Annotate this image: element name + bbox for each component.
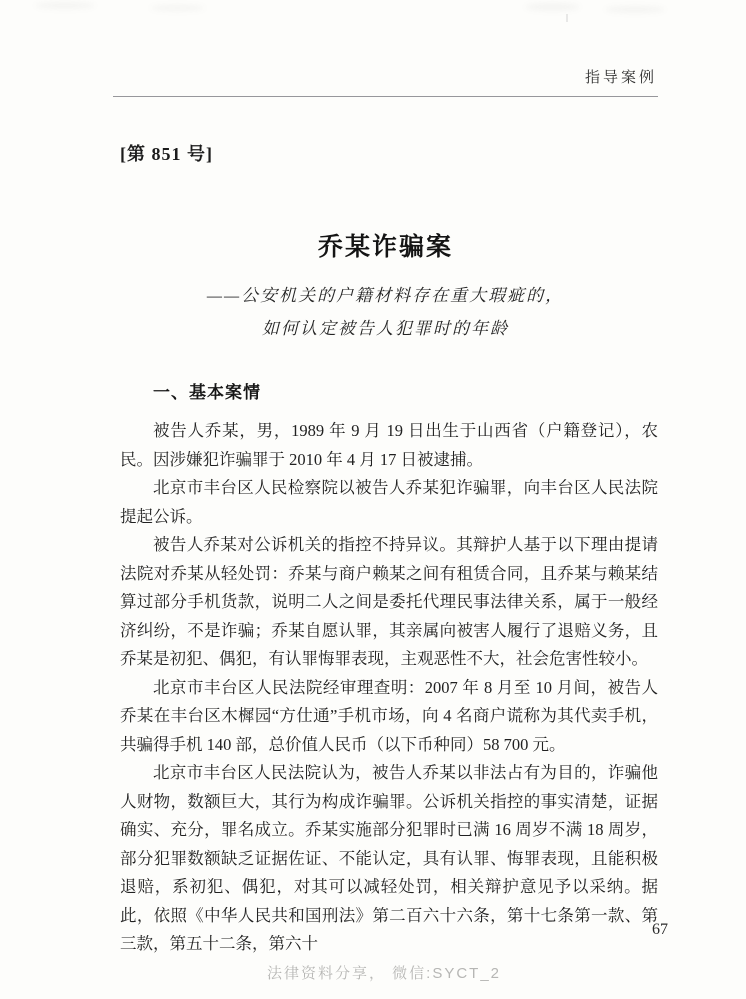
scan-artifact	[35, 2, 95, 9]
case-subtitle-line-1: ——公安机关的户籍材料存在重大瑕疵的，	[206, 286, 565, 305]
page-number: 67	[652, 921, 668, 938]
paragraph-prosecution: 北京市丰台区人民检察院以被告人乔某犯诈骗罪，向丰台区人民法院提起公诉。	[120, 478, 658, 526]
case-subtitle-line-2: 如何认定被告人犯罪时的年龄	[262, 319, 509, 338]
paragraph-court-findings: 北京市丰台区人民法院经审理查明：2007 年 8 月至 10 月间，被告人乔某在丰台区木樨园“方仕通”手机市场，向 4 名商户谎称为其代卖手机，共骗得手机 140 部，总价值人民币（以下币种同）58 700 元。	[120, 677, 658, 754]
article-body	[120, 417, 658, 959]
scan-artifact	[566, 14, 568, 22]
paragraph-defendant-info: 被告人乔某，男，1989 年 9 月 19 日出生于山西省（户籍登记），农民。因涉嫌犯诈骗罪于 2010 年 4 月 17 日被逮捕。	[120, 421, 658, 469]
section-heading-basic-facts: 一、基本案情	[153, 383, 261, 402]
scan-artifact	[525, 3, 580, 11]
watermark: 法律资料分享， 微信:SYCT_2	[266, 965, 502, 982]
case-number: [第 851 号]	[120, 144, 213, 164]
running-header	[113, 66, 657, 87]
case-title: 乔某诈骗案	[317, 234, 453, 261]
running-header-label: 指导案例	[584, 70, 657, 86]
paragraph-defense-opinion: 被告人乔某对公诉机关的指控不持异议。其辩护人基于以下理由提请法院对乔某从轻处罚：乔某与商户赖某之间有租赁合同，且乔某与赖某结算过部分手机货款，说明二人之间是委托代理民事法律关系，属于一般经济纠纷，不是诈骗；乔某自愿认罪，其亲属向被害人履行了退赔义务，且乔某是初犯、偶犯，有认罪悔罪表现，主观恶性不大，社会危害性较小。	[120, 535, 658, 668]
paragraph-court-holding: 北京市丰台区人民法院认为，被告人乔某以非法占有为目的，诈骗他人财物，数额巨大，其行为构成诈骗罪。公诉机关指控的事实清楚，证据确实、充分，罪名成立。乔某实施部分犯罪时已满 16 周岁不满 18 周岁，部分犯罪数额缺乏证据佐证、不能认定，具有认罪、悔罪表现，且能积极退赔，系初犯、偶犯，对其可以减轻处罚，相关辩护意见予以采纳。据此，依照《中华人民共和国刑法》第二百六十六条，第十七条第一款、第三款，第五十二条，第六十	[120, 763, 658, 953]
scan-artifact	[150, 5, 205, 11]
scan-artifact	[605, 6, 665, 13]
header-rule	[113, 96, 658, 97]
